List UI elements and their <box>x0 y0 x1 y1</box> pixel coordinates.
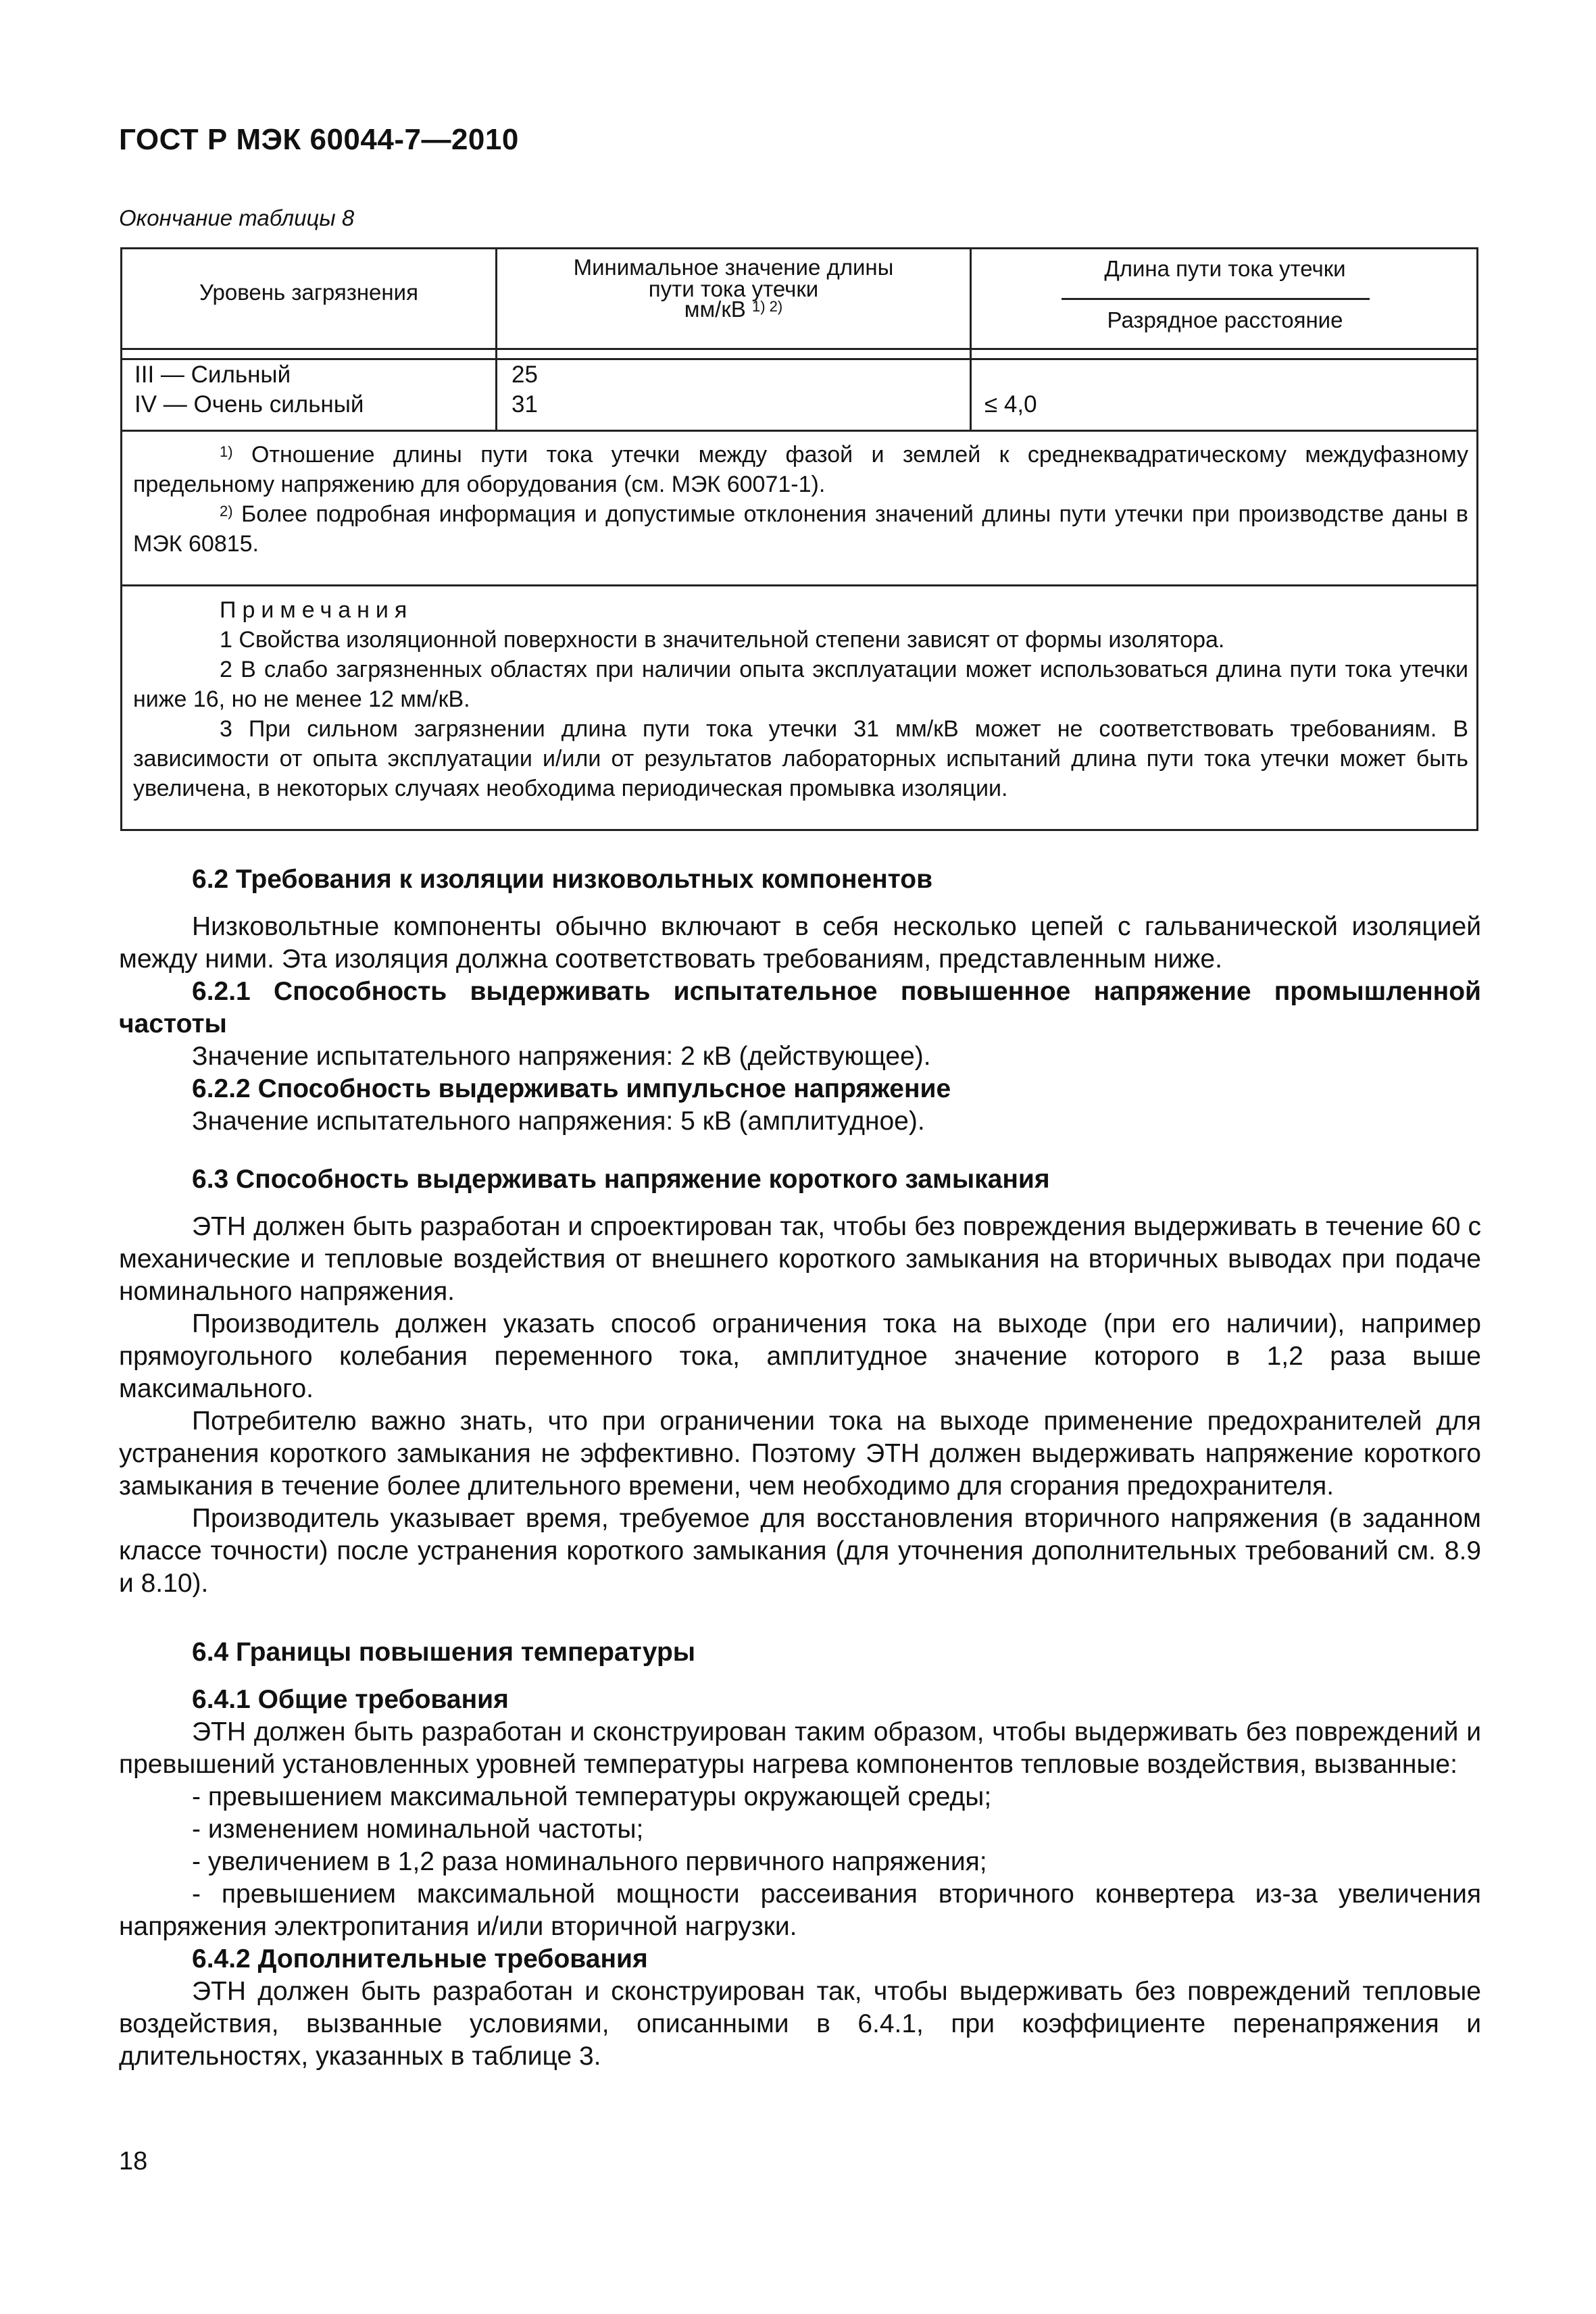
footnote-2-mark: 2) <box>220 503 233 520</box>
heading-6-3: 6.3 Способность выдерживать напряжение короткого замыкания <box>192 1165 1050 1194</box>
section-6-4 <box>119 1636 1481 1669</box>
table-notes <box>133 595 1468 803</box>
value-row-1: 25 <box>512 361 538 388</box>
section-6-2-body <box>119 911 1481 1138</box>
document-header: ГОСТ Р МЭК 60044-7—2010 <box>119 123 519 156</box>
footnote-1-mark: 1) <box>220 443 233 460</box>
level-row-2: IV — Очень сильный <box>134 391 364 418</box>
note-3: 3 При сильном загрязнении длина пути тока утечки 31 мм/кВ может не соответствовать требованиям. В зависимости от опыта эксплуатации и/или от результатов лабораторных испытаний длина пути тока утечки может быть увеличена, в некоторых случаях необходима периодическая промывка изоляции. <box>133 716 1468 801</box>
section-6-2 <box>119 863 1481 896</box>
list-item: - превышением максимальной мощности рассеивания вторичного конвертера из-за увеличения напряжения электропитания и/или вторичной нагрузки. <box>119 1880 1481 1941</box>
list-item: - увеличением в 1,2 раза номинального первичного напряжения; <box>192 1847 987 1876</box>
header-separator <box>122 348 1476 360</box>
pollution-table <box>120 247 1478 831</box>
header-min-length-line1: Минимальное значение длины <box>573 255 894 280</box>
level-cell <box>134 360 486 420</box>
ratio-cell <box>984 390 1390 420</box>
paragraph-6-4-1: ЭТН должен быть разработан и сконструирован таким образом, чтобы выдерживать без повреждений и превышений установленных уровней температуры нагрева компонентов тепловые воздействия, вызванные: <box>119 1717 1481 1779</box>
header-min-length-unit-line <box>497 298 970 321</box>
level-row-1: III — Сильный <box>134 361 291 388</box>
footnotes-separator <box>122 584 1476 586</box>
header-cell-min-length <box>497 255 970 321</box>
section-6-3-body <box>119 1211 1481 1600</box>
paragraph-6-2: Низковольтные компоненты обычно включают в себя несколько цепей с гальванической изоляцией между ними. Эта изоляция должна соответствовать требованиям, представленным ниже. <box>119 912 1481 974</box>
value-row-2: 31 <box>512 391 538 418</box>
value-cell <box>512 360 957 420</box>
paragraph-6-2-1: Значение испытательного напряжения: 2 кВ (действующее). <box>192 1042 931 1071</box>
paragraph-6-3-1: ЭТН должен быть разработан и спроектирован так, чтобы без повреждения выдерживать в течение 60 с механические и тепловые воздействия от внешнего короткого замыкания на вторичных выводах при подаче номинального напряжения. <box>119 1212 1481 1306</box>
header-ratio-numerator: Длина пути тока утечки <box>1104 256 1346 281</box>
heading-6-2-1: 6.2.1 Способность выдерживать испытательное повышенное напряжение промышленной частоты <box>119 977 1481 1038</box>
footnote-1 <box>133 440 1468 499</box>
footnote-2-text: Более подробная информация и допустимые отклонения значений длины пути утечки при производстве даны в МЭК 60815. <box>133 501 1468 557</box>
rows-separator <box>122 430 1476 432</box>
paragraph-6-3-2: Производитель должен указать способ ограничения тока на выходе (при его наличии), например прямоугольного колебания переменного тока, амплитудное значение которого в 1,2 раза выше максимального. <box>119 1309 1481 1403</box>
header-level-label: Уровень загрязнения <box>199 280 418 305</box>
note-1: 1 Свойства изоляционной поверхности в значительной степени зависят от формы изолятора. <box>220 627 1225 653</box>
list-item: - превышением максимальной температуры окружающей среды; <box>192 1782 992 1811</box>
paragraph-6-4-2: ЭТН должен быть разработан и сконструирован так, чтобы выдерживать без повреждений тепловые воздействия, вызванные условиями, описанными в 6.4.1, при коэффициенте перенапряжения и длительностях, указанных в таблице 3. <box>119 1977 1481 2071</box>
page-number: 18 <box>119 2147 148 2175</box>
header-cell-ratio <box>972 256 1478 282</box>
header-min-length-line2: пути тока утечки <box>648 276 819 301</box>
section-6-4-body <box>119 1684 1481 2073</box>
paragraph-6-2-2: Значение испытательного напряжения: 5 кВ (амплитудное). <box>192 1107 925 1136</box>
section-6-3 <box>119 1163 1481 1196</box>
note-2: 2 В слабо загрязненных областях при наличии опыта эксплуатации может использоваться длина пути тока утечки ниже 16, но не менее 12 мм/кВ. <box>133 657 1468 712</box>
footnote-1-text: Отношение длины пути тока утечки между фазой и землей к среднеквадратическому междуфазному предельному напряжению для оборудования (см. МЭК 60071-1). <box>133 442 1468 497</box>
table-footnotes <box>133 440 1468 559</box>
paragraph-6-3-4: Производитель указывает время, требуемое для восстановления вторичного напряжения (в заданном классе точности) после устранения короткого замыкания (для уточнения дополнительных требований см. 8.9 и 8.10). <box>119 1504 1481 1598</box>
header-ratio-denominator: Разрядное расстояние <box>1107 307 1343 332</box>
heading-6-4-1: 6.4.1 Общие требования <box>192 1685 509 1714</box>
header-footnote-marks: 1) 2) <box>751 298 783 315</box>
table-caption: Окончание таблицы 8 <box>119 205 355 230</box>
footnote-2 <box>133 499 1468 559</box>
list-item: - изменением номинальной частоты; <box>192 1815 644 1844</box>
paragraph-6-3-3: Потребителю важно знать, что при ограничении тока на выходе применение предохранителей для устранения короткого замыкания не эффективно. Поэтому ЭТН должен выдерживать напряжение короткого замыкания в течение более длительного времени, чем необходимо для сгорания предохранителя. <box>119 1407 1481 1501</box>
heading-6-2-2: 6.2.2 Способность выдерживать импульсное напряжение <box>192 1074 951 1103</box>
header-cell-level <box>122 280 495 305</box>
header-unit: мм/кВ <box>684 297 746 322</box>
ratio-row-2: ≤ 4,0 <box>984 391 1037 418</box>
heading-6-2: 6.2 Требования к изоляции низковольтных компонентов <box>192 865 933 894</box>
notes-title: Примечания <box>220 597 414 623</box>
fraction-bar <box>1062 298 1370 300</box>
header-cell-ratio-denominator <box>972 307 1478 333</box>
heading-6-4-2: 6.4.2 Дополнительные требования <box>192 1944 648 1973</box>
heading-6-4: 6.4 Границы повышения температуры <box>192 1638 696 1667</box>
